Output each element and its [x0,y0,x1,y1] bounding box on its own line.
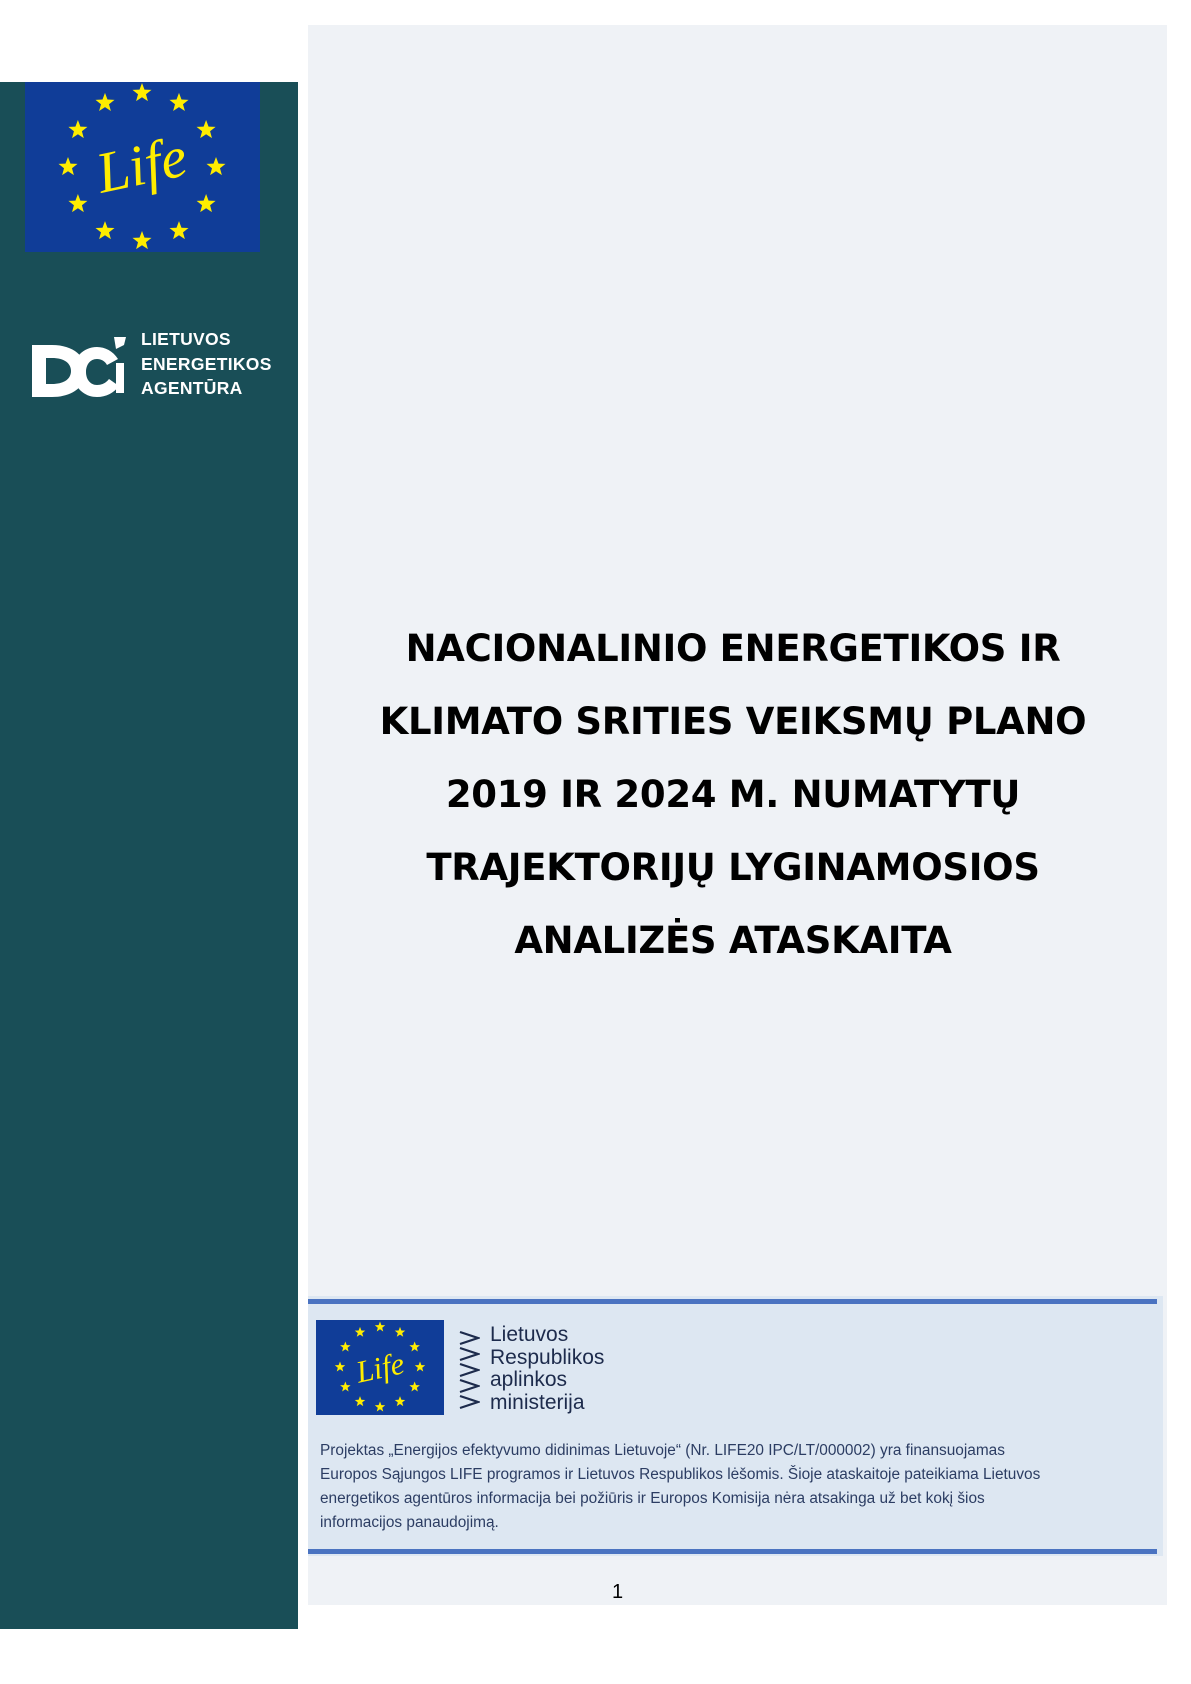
ministry-logo [458,1324,658,1414]
eu-star-icon [409,1382,419,1392]
eu-star-icon [169,221,188,239]
lea-logo-line: AGENTŪRA [141,378,243,398]
footer-bottom-rule [308,1549,1157,1554]
eu-star-icon [95,93,114,111]
lea-logo-mark-icon [30,335,130,401]
eu-life-flag-logo [25,82,260,252]
ministry-logo-line: Lietuvos [490,1323,569,1346]
funding-disclaimer [320,1439,1155,1535]
ministry-logo-line: aplinkos [490,1368,568,1391]
funding-footer [308,1296,1163,1556]
disclaimer-line: Europos Sąjungos LIFE programos ir Lietuvos Respublikos lėšomis. Šioje ataskaitoje pateikiama Lietuvos [320,1466,1041,1483]
ministry-mark-icon [458,1328,480,1410]
eu-life-flag-logo-small [316,1320,444,1415]
page-number: 1 [612,1581,624,1603]
eu-star-icon [197,120,216,138]
disclaimer-line: Projektas „Energijos efektyvumo didinimas Lietuvoje“ (Nr. LIFE20 IPC/LT/000002) yra finansuojamas [320,1442,1005,1459]
eu-star-icon [395,1327,405,1337]
life-logo-text: Life [352,1345,408,1390]
eu-star-icon [206,157,225,175]
disclaimer-line: energetikos agentūros informacija bei požiūris ir Europos Komisija nėra atsakinga už bet kokį šios [320,1490,985,1507]
lea-logo-text [141,327,272,401]
eu-star-icon [415,1362,425,1372]
ministry-logo-line: Respublikos [490,1345,605,1369]
eu-star-icon [340,1342,350,1352]
title-line: 2019 IR 2024 M. NUMATYTŲ [445,773,1021,816]
eu-star-icon [68,120,87,138]
eu-star-icon [375,1402,385,1412]
eu-star-icon [68,194,87,212]
eu-star-icon [409,1342,419,1352]
eu-star-icon [335,1362,345,1372]
eu-life-flag-logo [316,1320,444,1415]
eu-star-icon [95,221,114,239]
eu-star-icon [132,231,151,249]
disclaimer-line: informacijos panaudojimą. [320,1514,499,1531]
eu-star-icon [197,194,216,212]
eu-star-icon [58,157,77,175]
document-title [338,612,1128,977]
title-line: NACIONALINIO ENERGETIKOS IR [405,627,1061,670]
lea-logo-line: ENERGETIKOS [141,353,272,374]
footer-top-rule [308,1299,1157,1304]
eu-star-icon [355,1327,365,1337]
title-line: ANALIZĖS ATASKAITA [514,919,952,962]
eu-star-icon [169,93,188,111]
title-line: KLIMATO SRITIES VEIKSMŲ PLANO [379,700,1087,743]
lietuvos-energetikos-agentura-logo [30,327,280,407]
eu-star-icon [340,1382,350,1392]
life-logo-text: Life [90,123,193,206]
ministry-logo-text [490,1324,604,1414]
eu-star-icon [355,1396,365,1406]
eu-life-flag-logo [25,82,260,252]
sidebar [0,82,298,1629]
title-line: TRAJEKTORIJŲ LYGINAMOSIOS [426,846,1040,889]
eu-star-icon [132,83,151,101]
ministry-logo-line: ministerija [490,1390,585,1414]
lea-logo-line: LIETUVOS [141,329,231,349]
eu-star-icon [375,1322,385,1332]
eu-star-icon [395,1396,405,1406]
